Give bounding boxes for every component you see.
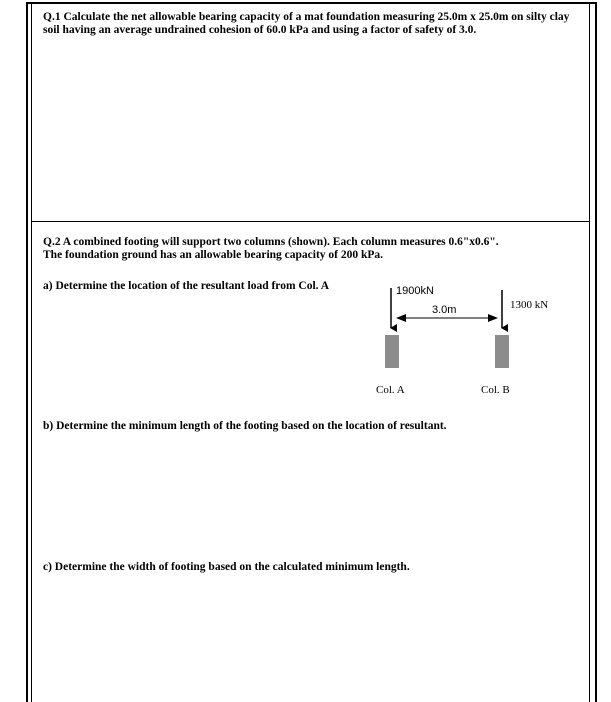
load-b-label: 1300 kN xyxy=(510,299,549,311)
part-a: a) Determine the location of the resultant load from Col. A xyxy=(43,280,330,292)
part-b: b) Determine the minimum length of the footing based on the location of resultant. xyxy=(43,420,447,432)
load-a-label: 1900kN xyxy=(396,285,434,297)
column-a-shape xyxy=(385,335,399,368)
spacing-label: 3.0m xyxy=(432,304,457,316)
col-b-label: Col. B xyxy=(481,384,510,396)
part-c: c) Determine the width of footing based on the calculated minimum length. xyxy=(43,561,410,573)
question-2-line-2: The foundation ground has an allowable bearing capacity of 200 kPa. xyxy=(43,249,384,261)
question-2-line-1: Q.2 A combined footing will support two columns (shown). Each column measures 0.6"x0.6". xyxy=(43,236,499,248)
question-1: Q.1 Calculate the net allowable bearing capacity of a mat foundation measuring 25.0m x 25.0m on silty clay soil having an average undrained cohesion of 60.0 kPa and using a factor of safety of 3.0. xyxy=(43,11,570,36)
column-b-shape xyxy=(495,335,509,368)
col-a-label: Col. A xyxy=(376,384,405,396)
